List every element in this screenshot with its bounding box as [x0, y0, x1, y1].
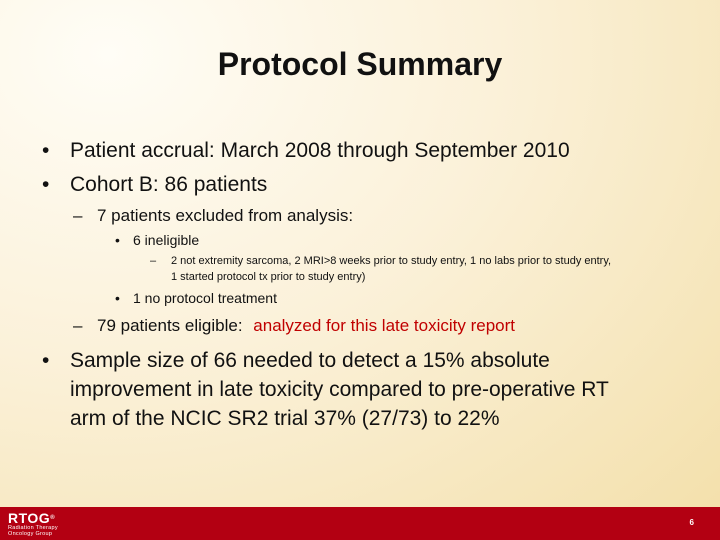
page-number: 6 — [689, 518, 694, 527]
sample-line-3: arm of the NCIC SR2 trial 37% (27/73) to 22% — [70, 407, 500, 430]
bullet-text — [70, 346, 609, 433]
sample-line-1: Sample size of 66 needed to detect a 15% absolute — [70, 349, 550, 372]
bullet-glyph: • — [42, 139, 50, 162]
slide-title: Protocol Summary — [217, 46, 503, 82]
subbullet-excluded — [73, 206, 673, 226]
bullet-glyph: • — [42, 349, 50, 372]
dash-glyph: – — [73, 316, 83, 335]
bullet-text: Cohort B: 86 patients — [70, 173, 268, 196]
logo-subtitle-2: Oncology Group — [8, 531, 53, 537]
dash-glyph: – — [73, 206, 83, 225]
dash-glyph: – — [150, 255, 157, 267]
rtog-logo — [8, 511, 58, 537]
bullet-glyph: • — [115, 232, 120, 248]
detail-ineligible — [150, 253, 680, 285]
footer-bar — [0, 507, 720, 540]
eligible-highlight: analyzed for this late toxicity report — [253, 316, 516, 335]
bullet-accrual — [42, 138, 692, 163]
bullet-sample-size — [42, 346, 692, 433]
subsub-text: 1 no protocol treatment — [133, 290, 277, 306]
eligible-prefix: 79 patients eligible: — [97, 316, 243, 335]
bullet-glyph: • — [42, 173, 50, 196]
subsub-text: 6 ineligible — [133, 232, 200, 248]
detail-line-2: 1 started protocol tx prior to study entry) — [171, 271, 366, 283]
detail-text — [171, 253, 611, 285]
sample-line-2: improvement in late toxicity compared to pre-operative RT — [70, 378, 609, 401]
bullet-cohort — [42, 172, 692, 197]
subbullet-text: 7 patients excluded from analysis: — [97, 206, 354, 225]
subsub-no-treatment — [115, 290, 675, 307]
logo-wordmark: RTOG® — [8, 510, 56, 526]
detail-line-1: 2 not extremity sarcoma, 2 MRI>8 weeks prior to study entry, 1 no labs prior to study entry, — [171, 255, 612, 267]
bullet-glyph: • — [115, 290, 120, 306]
logo-subtitle-1: Radiation Therapy — [8, 525, 58, 531]
subbullet-eligible — [73, 316, 673, 336]
subbullet-text — [97, 316, 515, 336]
bullet-text: Patient accrual: March 2008 through September 2010 — [70, 139, 570, 162]
subsub-ineligible — [115, 232, 675, 249]
